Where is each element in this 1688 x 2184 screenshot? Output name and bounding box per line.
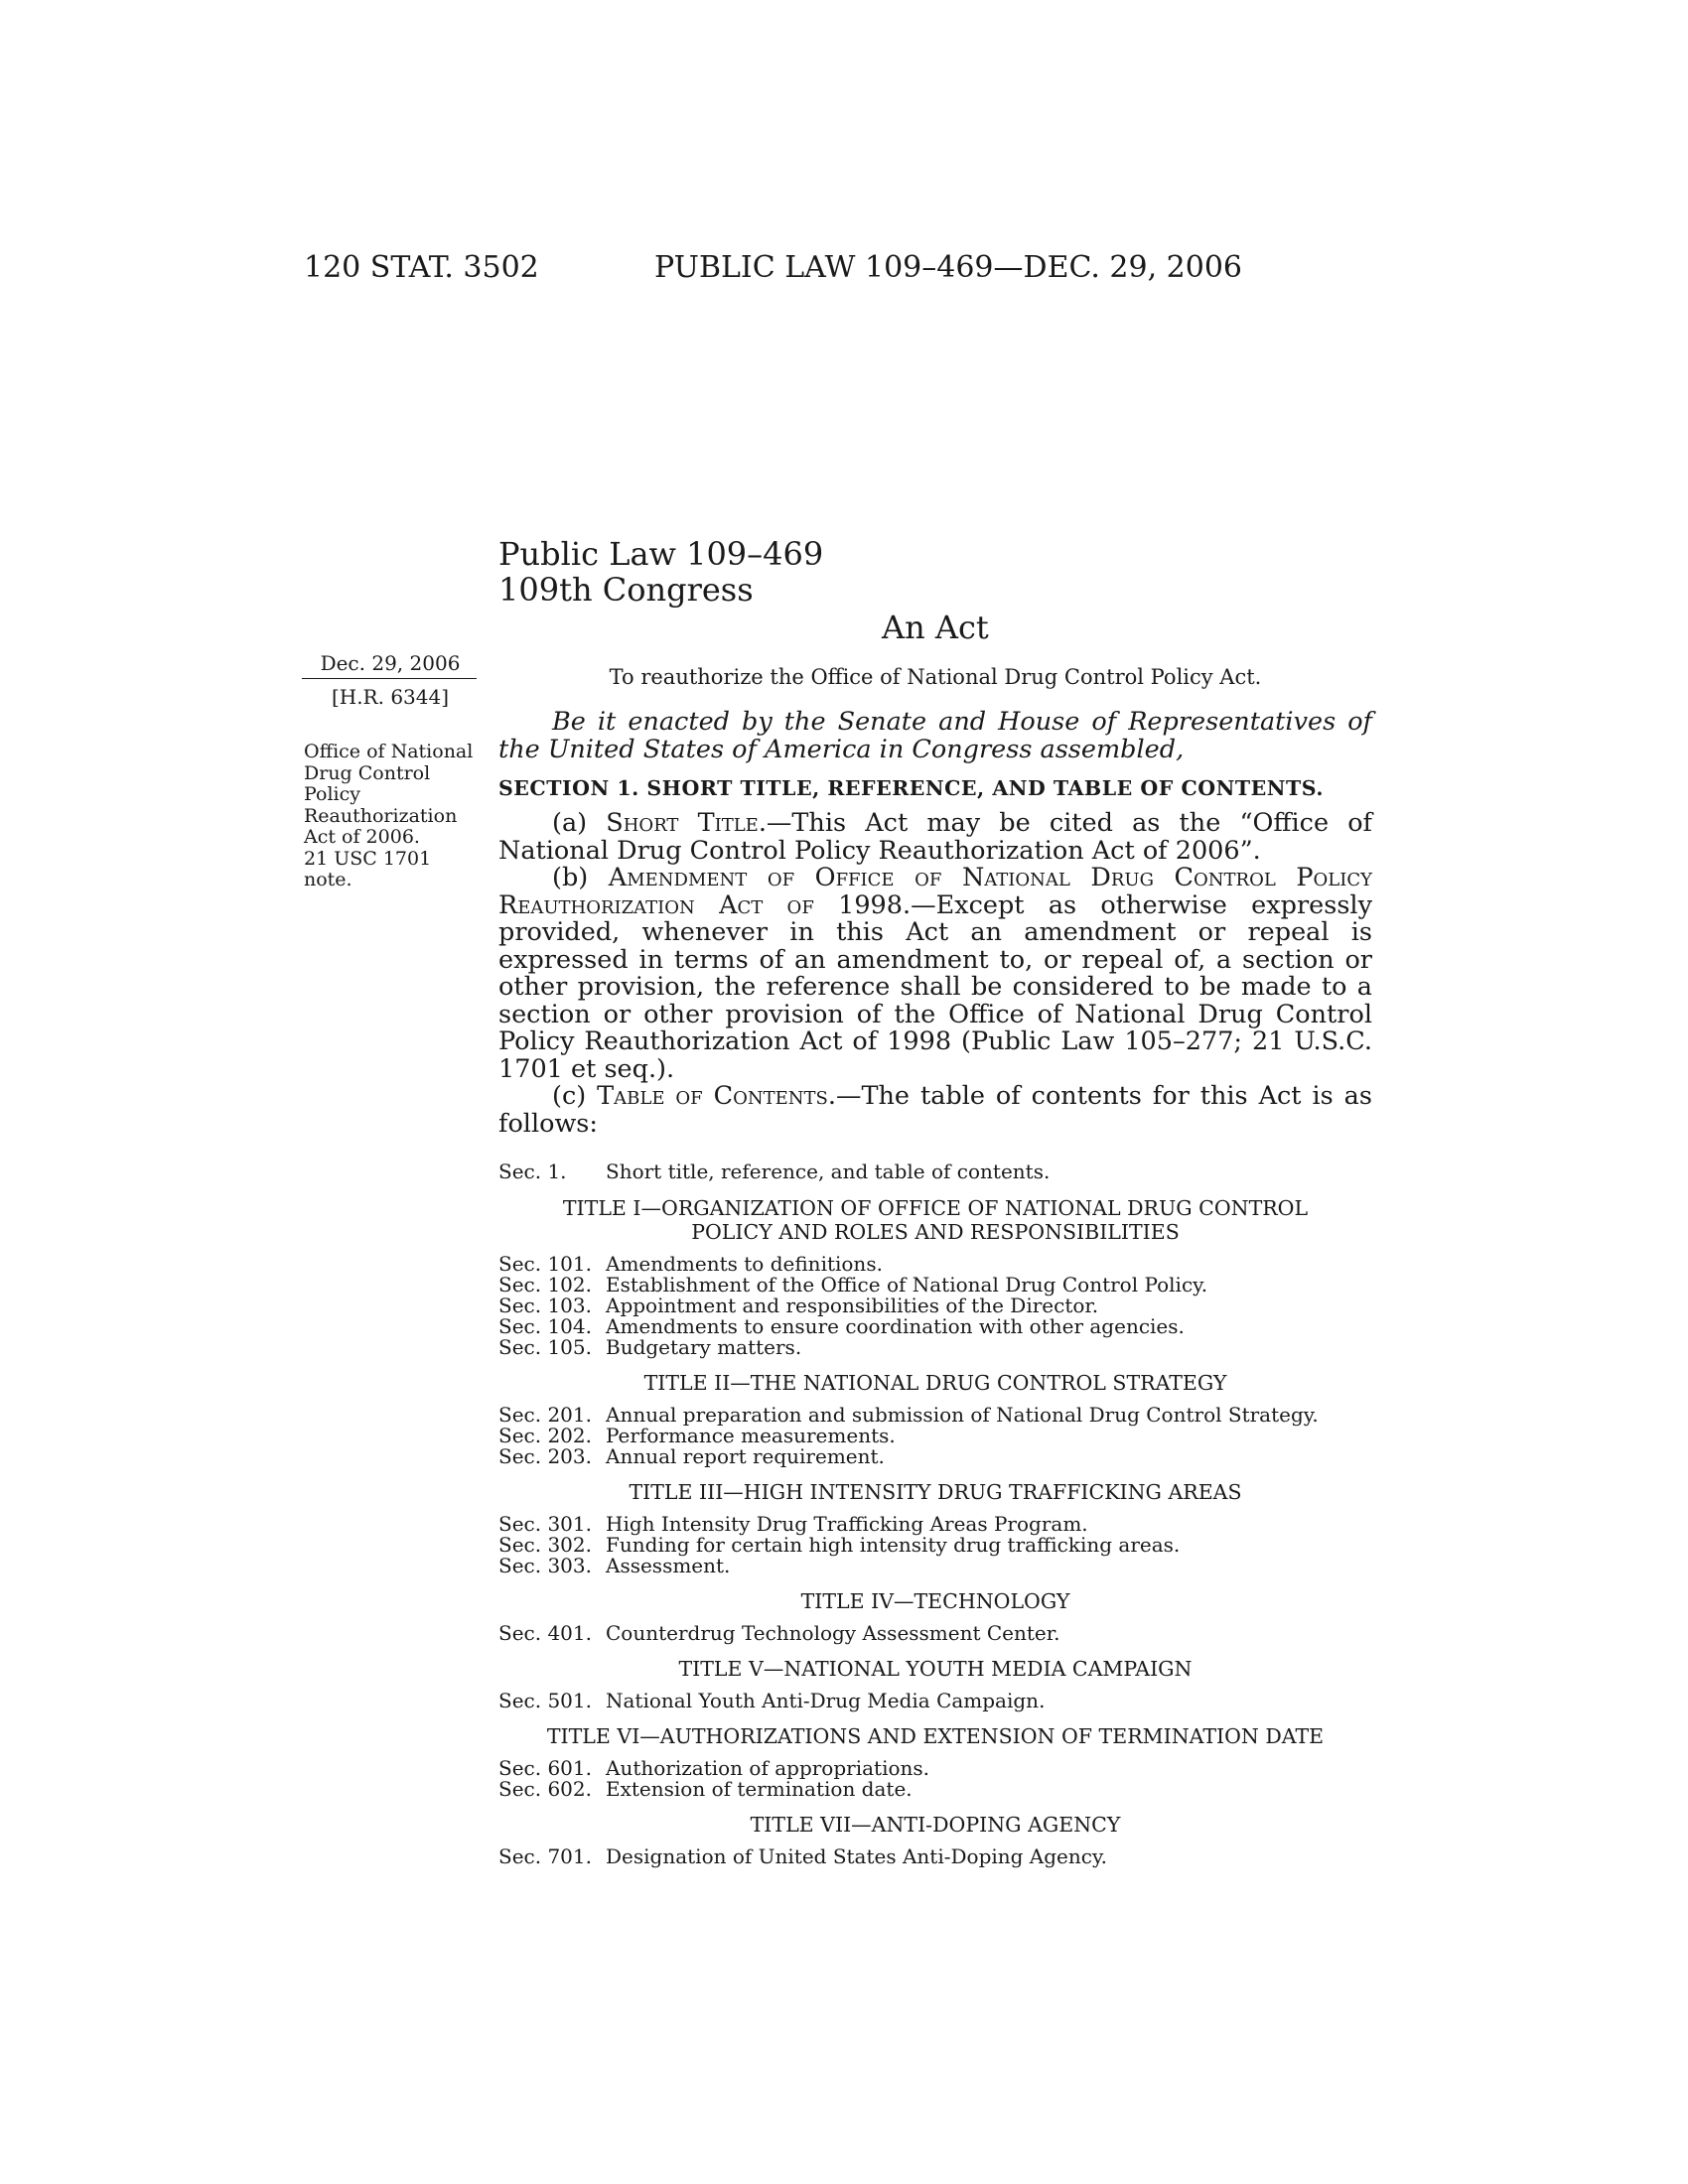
toc-entry [498,1296,1372,1316]
toc-section-number: Sec. 401. [498,1621,592,1645]
running-title: PUBLIC LAW 109–469—DEC. 29, 2006 [654,250,1243,285]
toc-entry [498,1556,1372,1576]
toc-section-title: Establishment of the Office of National Drug Control Policy. [606,1273,1208,1297]
toc-section-number: Sec. 101. [498,1252,592,1276]
toc-section-number: Sec. 601. [498,1756,592,1780]
margin-note-line: note. [304,869,352,890]
toc-section-number: Sec. 104. [498,1314,592,1338]
subsection-a-text: .—This Act may be cited as the “Office of National Drug Control Policy Reauthorization Act of 2006”. [498,808,1372,866]
enactment-date: Dec. 29, 2006 [320,651,461,675]
toc-title-heading [498,1589,1372,1613]
toc-title-heading [498,1724,1372,1748]
margin-note-line: Office of National [304,741,474,762]
toc-section-number: Sec. 501. [498,1689,592,1712]
toc-section-title: Budgetary matters. [606,1335,802,1359]
toc-entry [498,1691,1372,1711]
subsection-b-caption: Amendment of Office of National Drug Control Policy Reauthorization Act of [498,863,1372,920]
subsection-c-text: .—The table of contents for this Act is as follows: [498,1081,1372,1139]
toc-entry [498,1426,1372,1446]
subsection-b [498,865,1372,1083]
toc-section-number: Sec. 105. [498,1335,592,1359]
toc-entry [498,1535,1372,1556]
enacting-clause: Be it enacted by the Senate and House of Representatives of the United States of America in Congress assembled, [498,707,1372,764]
toc-entry [498,1161,1372,1182]
toc-entry [498,1446,1372,1467]
toc-title-heading [498,1371,1372,1395]
toc-section-number: Sec. 303. [498,1554,592,1577]
toc-entry [498,1846,1372,1867]
toc-section-title: Annual preparation and submission of National Drug Control Strategy. [606,1403,1319,1427]
margin-note-line: Reauthorization [304,804,458,827]
toc-section-title: High Intensity Drug Trafficking Areas Program. [606,1512,1088,1536]
toc-section-title: Extension of termination date. [606,1777,913,1801]
toc-section-title: Amendments to ensure coordination with other agencies. [606,1314,1185,1338]
toc-entry [498,1758,1372,1779]
toc-section-title: Assessment. [606,1554,731,1577]
subsection-b-label: (b) [552,863,609,892]
toc-entry [498,1316,1372,1337]
toc-section-number: Sec. 1. [498,1160,567,1183]
margin-divider [302,678,477,679]
toc-section-number: Sec. 203. [498,1444,592,1468]
toc-section-title: Annual report requirement. [606,1444,885,1468]
margin-note-line: 21 USC 1701 [304,847,432,870]
toc-title-heading [498,1196,1372,1244]
margin-note-line: Drug Control [304,761,431,784]
margin-note-line: Act of 2006. [304,826,420,848]
toc-section-title: Designation of United States Anti-Doping Agency. [606,1844,1107,1868]
margin-note [304,742,483,891]
subsection-c-caption: Table of Contents [597,1081,828,1111]
toc-title-line: TITLE IV—TECHNOLOGY [800,1589,1070,1613]
toc-entry [498,1779,1372,1800]
toc-section-number: Sec. 103. [498,1294,592,1317]
toc-section-title: Short title, reference, and table of contents. [606,1160,1051,1183]
toc-section-number: Sec. 202. [498,1424,592,1447]
toc-entry [498,1405,1372,1426]
toc-title-heading [498,1657,1372,1681]
public-law-number: Public Law 109–469 [498,535,824,573]
stat-page-reference: 120 STAT. 3502 [304,250,539,285]
toc-title-line: TITLE VI—AUTHORIZATIONS AND EXTENSION OF TERMINATION DATE [546,1724,1325,1748]
toc-section-number: Sec. 102. [498,1273,592,1297]
subsection-c [498,1083,1372,1138]
margin-note-line: Policy [304,783,360,805]
bill-number: [H.R. 6344] [331,685,450,709]
subsection-a-caption: Short Title [606,808,759,838]
toc-title-line: TITLE V—NATIONAL YOUTH MEDIA CAMPAIGN [678,1657,1193,1681]
toc-title-line: TITLE II—THE NATIONAL DRUG CONTROL STRATEGY [643,1371,1227,1395]
section-heading: SECTION 1. SHORT TITLE, REFERENCE, AND TABLE OF CONTENTS. [498,776,1324,800]
subsection-b-text: 1998.—Except as otherwise expressly provided, whenever in this Act an amendment or repeal is expressed in terms of an amendment to, or repeal of, a section or other provision, the reference shall be considered to be made to a section or other provision of the Office of National Drug Control Policy Reauthorization Act of 1998 (Public Law 105–277; 21 U.S.C. 1701 et seq.). [498,889,1372,1084]
act-purpose: To reauthorize the Office of National Drug Control Policy Act. [609,665,1262,689]
toc-entry [498,1623,1372,1644]
toc-section-title: Appointment and responsibilities of the Director. [606,1294,1099,1317]
subsection-a-label: (a) [552,808,607,838]
toc-title-line: TITLE III—HIGH INTENSITY DRUG TRAFFICKING AREAS [629,1480,1242,1504]
act-label: An Act [882,609,989,646]
toc-section-title: Counterdrug Technology Assessment Center. [606,1621,1060,1645]
toc-title-line: TITLE I—ORGANIZATION OF OFFICE OF NATIONAL DRUG CONTROL [562,1196,1309,1220]
toc-section-number: Sec. 201. [498,1403,592,1427]
toc-section-title: Performance measurements. [606,1424,896,1447]
section-body [498,810,1372,1138]
congress-label: 109th Congress [498,571,754,609]
subsection-c-label: (c) [552,1081,598,1111]
toc-section-title: National Youth Anti-Drug Media Campaign. [606,1689,1046,1712]
toc-section-title: Funding for certain high intensity drug trafficking areas. [606,1533,1181,1557]
toc-section-number: Sec. 302. [498,1533,592,1557]
toc-title-heading [498,1480,1372,1504]
toc-entry [498,1275,1372,1296]
toc-entry [498,1514,1372,1535]
toc-entry [498,1254,1372,1275]
toc-title-line: POLICY AND ROLES AND RESPONSIBILITIES [691,1220,1180,1244]
toc-section-number: Sec. 602. [498,1777,592,1801]
toc-entry [498,1337,1372,1358]
toc-section-title: Authorization of appropriations. [606,1756,930,1780]
toc-section-title: Amendments to definitions. [606,1252,883,1276]
toc-section-number: Sec. 701. [498,1844,592,1868]
subsection-a [498,810,1372,865]
toc-section-number: Sec. 301. [498,1512,592,1536]
toc-title-heading [498,1813,1372,1837]
toc-title-line: TITLE VII—ANTI-DOPING AGENCY [750,1813,1121,1837]
table-of-contents [498,1161,1372,1867]
